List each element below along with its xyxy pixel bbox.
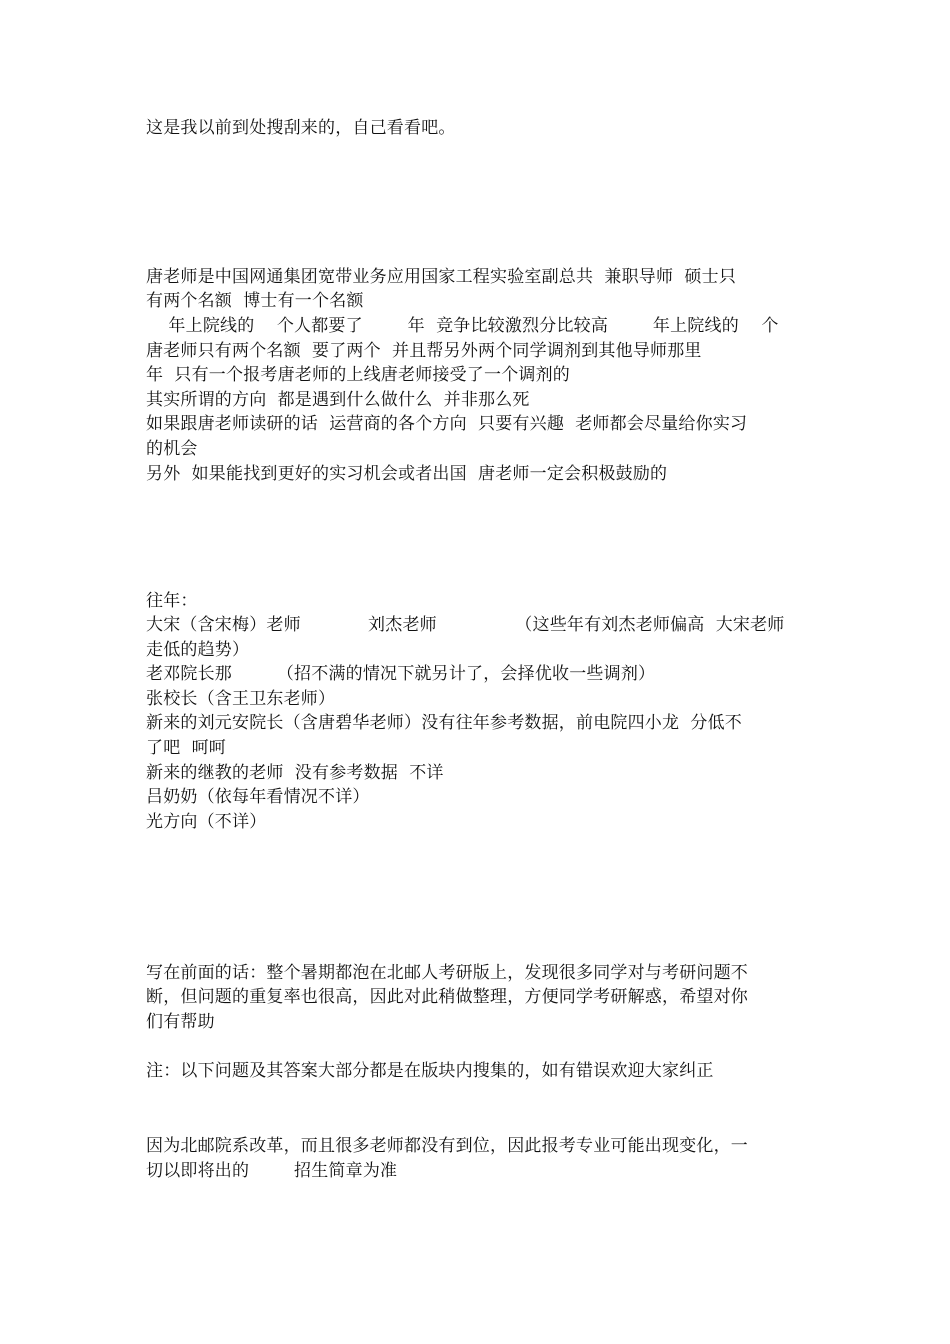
past-years-line-6: 了吧 呵呵 [146, 738, 227, 758]
reform-line-1: 因为北邮院系改革，而且很多老师都没有到位，因此报考专业可能出现变化，一 [146, 1136, 748, 1156]
tang-line-9: 另外 如果能找到更好的实习机会或者出国 唐老师一定会积极鼓励的 [146, 464, 668, 484]
preface-line-3: 们有帮助 [146, 1012, 215, 1032]
past-years-line-4: 张校长（含王卫东老师） [146, 689, 336, 709]
tang-line-7: 如果跟唐老师读研的话 运营商的各个方向 只要有兴趣 老师都会尽量给你实习 [146, 414, 748, 434]
note-text: 注：以下问题及其答案大部分都是在版块内搜集的，如有错误欢迎大家纠正 [146, 1061, 714, 1081]
preface-line-1: 写在前面的话：整个暑期都泡在北邮人考研版上，发现很多同学对与考研问题不 [146, 963, 748, 983]
past-years-line-9: 光方向（不详） [146, 812, 267, 832]
past-years-line-5: 新来的刘元安院长（含唐碧华老师）没有往年参考数据，前电院四小龙 分低不 [146, 713, 743, 733]
past-years-line-7: 新来的继教的老师 没有参考数据 不详 [146, 763, 444, 783]
past-years-line-2: 走低的趋势） [146, 640, 250, 660]
past-years-line-3: 老邓院长那 （招不满的情况下就另计了，会择优收一些调剂） [146, 664, 656, 684]
tang-line-6: 其实所谓的方向 都是遇到什么做什么 并非那么死 [146, 390, 530, 410]
past-years-line-1: 大宋（含宋梅）老师 刘杰老师 （这些年有刘杰老师偏高 大宋老师 [146, 615, 785, 635]
tang-line-2: 有两个名额 博士有一个名额 [146, 291, 364, 311]
reform-line-2: 切以即将出的 招生简章为准 [146, 1161, 398, 1181]
tang-line-1: 唐老师是中国网通集团宽带业务应用国家工程实验室副总共 兼职导师 硕士只 [146, 267, 737, 287]
intro-text: 这是我以前到处搜刮来的，自己看看吧。 [146, 118, 456, 138]
tang-line-8: 的机会 [146, 439, 198, 459]
past-years-line-8: 吕奶奶（依每年看情况不详） [146, 787, 370, 807]
preface-line-2: 断，但问题的重复率也很高，因此对此稍做整理，方便同学考研解惑，希望对你 [146, 987, 748, 1007]
tang-line-4: 唐老师只有两个名额 要了两个 并且帮另外两个同学调剂到其他导师那里 [146, 341, 702, 361]
tang-line-3: 年上院线的 个人都要了 年 竞争比较激烈分比较高 年上院线的 个 [146, 316, 779, 336]
tang-line-5: 年 只有一个报考唐老师的上线唐老师接受了一个调剂的 [146, 365, 571, 385]
past-years-heading: 往年： [146, 591, 198, 611]
